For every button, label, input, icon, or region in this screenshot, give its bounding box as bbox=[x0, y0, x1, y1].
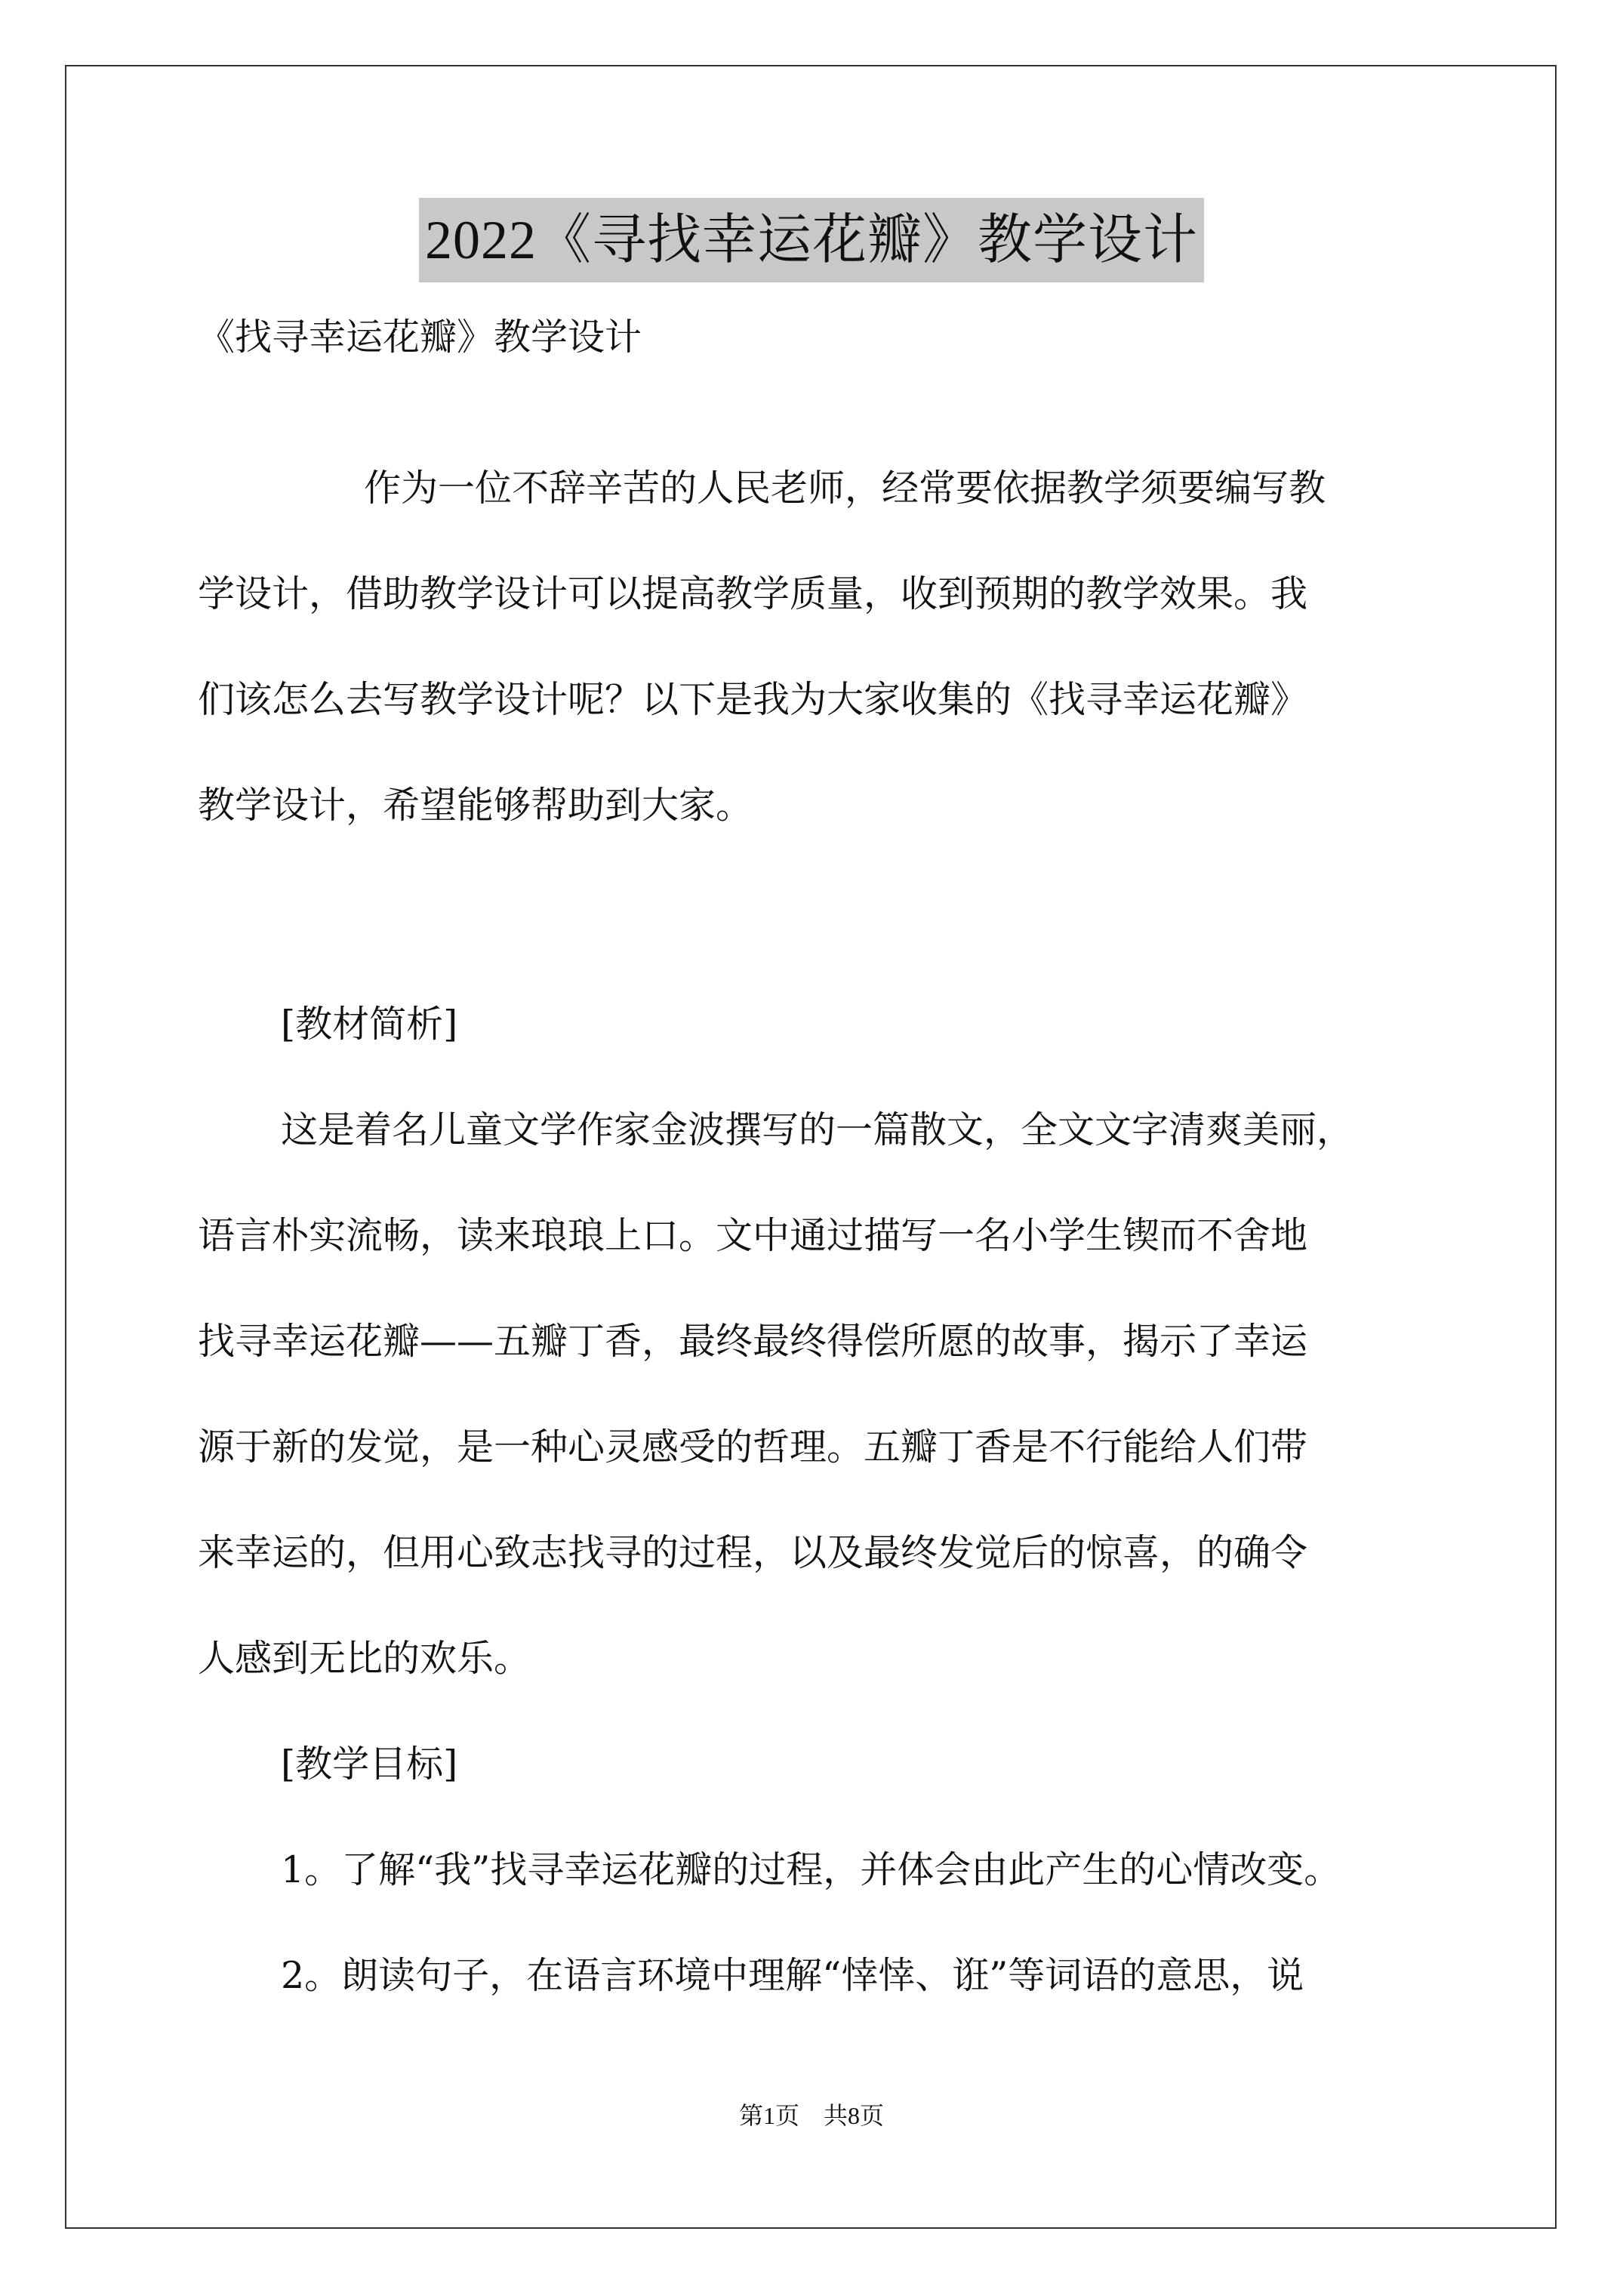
paragraph-line: 语言朴实流畅，读来琅琅上口。文中通过描写一名小学生锲而不舍地 bbox=[198, 1214, 1308, 1257]
paragraph-line: 找寻幸运花瓣——五瓣丁香，最终最终得偿所愿的故事，揭示了幸运 bbox=[198, 1320, 1308, 1363]
paragraph-line: 来幸运的，但用心致志找寻的过程，以及最终发觉后的惊喜，的确令 bbox=[198, 1531, 1308, 1574]
title-container bbox=[0, 198, 1623, 282]
page-number: 第1页 共8页 bbox=[738, 2102, 884, 2129]
paragraph-line: 源于新的发觉，是一种心灵感受的哲理。五瓣丁香是不行能给人们带 bbox=[198, 1425, 1308, 1469]
section-heading: [教学目标] bbox=[281, 1743, 458, 1786]
list-item: 1。了解“我”找寻幸运花瓣的过程，并体会由此产生的心情改变。 bbox=[281, 1848, 1341, 1891]
paragraph-line: 作为一位不辞辛苦的人民老师，经常要依据教学须要编写教 bbox=[364, 467, 1326, 510]
paragraph-line: 学设计，借助教学设计可以提高教学质量，收到预期的教学效果。我 bbox=[198, 572, 1308, 615]
document-subtitle: 《找寻幸运花瓣》教学设计 bbox=[198, 316, 642, 359]
paragraph-line: 这是着名儿童文学作家金波撰写的一篇散文，全文文字清爽美丽， bbox=[281, 1108, 1354, 1151]
list-item: 2。朗读句子，在语言环境中理解“悻悻、诳”等词语的意思，说 bbox=[281, 1954, 1304, 1997]
paragraph-line: 们该怎么去写教学设计呢？以下是我为大家收集的《找寻幸运花瓣》 bbox=[198, 678, 1308, 721]
paragraph-line: 人感到无比的欢乐。 bbox=[198, 1637, 531, 1680]
section-heading: [教材简析] bbox=[281, 1003, 458, 1046]
document-title: 2022《寻找幸运花瓣》教学设计 bbox=[419, 198, 1204, 282]
paragraph-line: 教学设计，希望能够帮助到大家。 bbox=[198, 784, 753, 827]
